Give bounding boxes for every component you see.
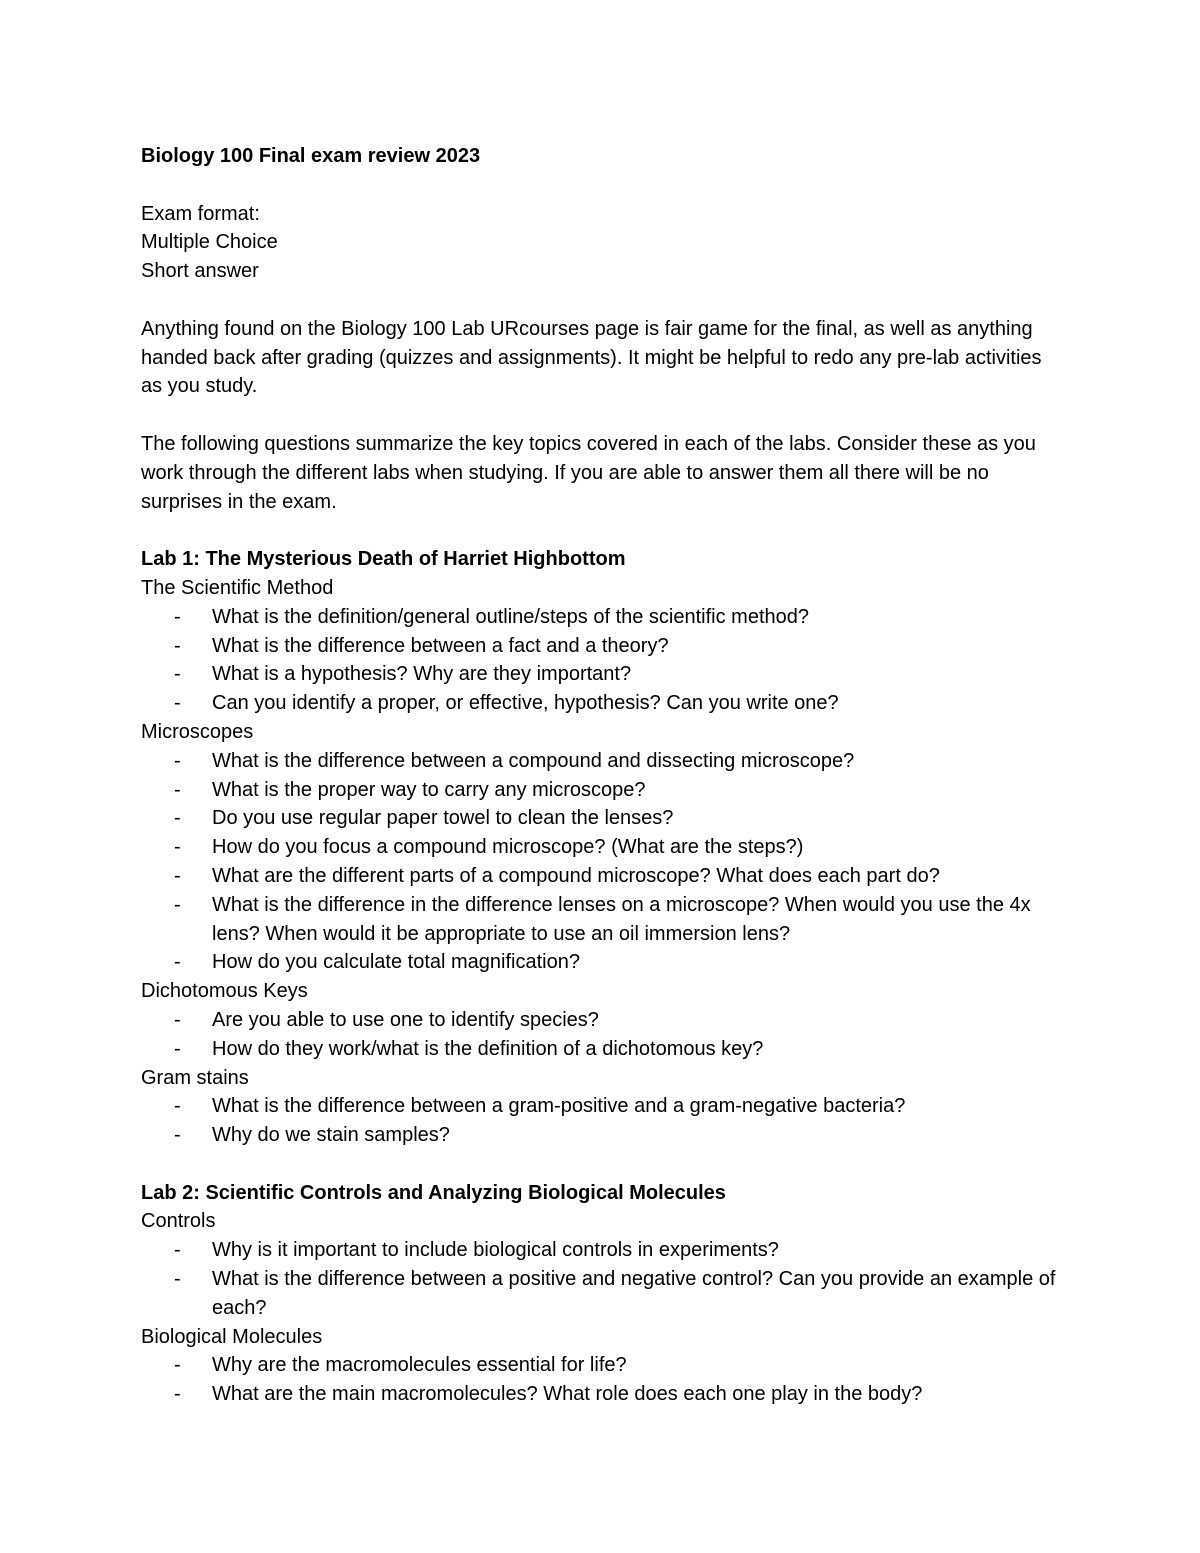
section-heading: Controls <box>141 1210 216 1233</box>
question-text: Why is it important to include biological controls in experiments? <box>212 1239 779 1262</box>
intro-paragraph: The following questions summarize the key topics covered in each of the labs. Consider these as you work through the different labs when studying. If you are able to answer them all there will be no surprises in the exam. <box>141 432 1036 513</box>
dash-bullet: - <box>174 634 181 657</box>
section-heading: Microscopes <box>141 720 254 743</box>
section-heading: Dichotomous Keys <box>141 980 308 1003</box>
question-text: Why do we stain samples? <box>212 1124 450 1147</box>
question-text: What is the proper way to carry any microscope? <box>212 778 646 801</box>
dash-bullet: - <box>174 1268 181 1291</box>
question-text: What is the definition/general outline/steps of the scientific method? <box>212 605 810 628</box>
document-title: Biology 100 Final exam review 2023 <box>141 145 481 167</box>
spacer <box>141 401 1061 430</box>
section-heading: Gram stains <box>141 1066 249 1089</box>
question-text: What is the difference between a gram-positive and a gram-negative bacteria? <box>212 1095 906 1118</box>
dash-bullet: - <box>174 778 181 801</box>
question-text: What is the difference between a compound and dissecting microscope? <box>212 749 855 772</box>
question-text: Do you use regular paper towel to clean the lenses? <box>212 807 674 830</box>
dash-bullet: - <box>174 692 181 715</box>
dash-bullet: - <box>174 1239 181 1262</box>
list-item <box>141 776 1061 805</box>
exam-format-heading: Exam format: <box>141 202 260 225</box>
list-item <box>141 603 1061 632</box>
spacer <box>141 171 1061 200</box>
list-item <box>141 833 1061 862</box>
dash-bullet: - <box>174 1124 181 1147</box>
list-item <box>141 804 1061 833</box>
list-item <box>141 1092 1061 1121</box>
list-item <box>141 632 1061 661</box>
spacer <box>141 516 1061 545</box>
dash-bullet: - <box>174 807 181 830</box>
list-item <box>141 660 1061 689</box>
spacer <box>141 1150 1061 1179</box>
list-item <box>141 891 1061 949</box>
dash-bullet: - <box>174 663 181 686</box>
question-text: Are you able to use one to identify species? <box>212 1008 599 1031</box>
lab-title: Lab 1: The Mysterious Death of Harriet Highbottom <box>141 548 626 571</box>
dash-bullet: - <box>174 836 181 859</box>
question-text: How do you calculate total magnification? <box>212 951 580 974</box>
question-text: Can you identify a proper, or effective, hypothesis? Can you write one? <box>212 692 839 715</box>
question-text: What is the difference in the difference lenses on a microscope? When would you use the 4x lens? When would it be appropriate to use an oil immersion lens? <box>212 893 1031 945</box>
question-text: What is a hypothesis? Why are they important? <box>212 663 632 686</box>
intro-paragraph: Anything found on the Biology 100 Lab URcourses page is fair game for the final, as well as anything handed back after grading (quizzes and assignments). It might be helpful to redo any pre-lab activities as you study. <box>141 317 1042 398</box>
dash-bullet: - <box>174 1354 181 1377</box>
dash-bullet: - <box>174 951 181 974</box>
list-item <box>141 1351 1061 1380</box>
list-item <box>141 747 1061 776</box>
exam-format-item: Short answer <box>141 260 259 283</box>
question-list <box>141 603 1061 718</box>
dash-bullet: - <box>174 1008 181 1031</box>
dash-bullet: - <box>174 749 181 772</box>
list-item <box>141 1006 1061 1035</box>
question-list <box>141 747 1061 977</box>
question-list <box>141 1092 1061 1150</box>
question-text: How do you focus a compound microscope? (What are the steps?) <box>212 836 804 859</box>
list-item <box>141 1380 1061 1409</box>
document-page <box>141 142 1061 1409</box>
list-item <box>141 1121 1061 1150</box>
list-item <box>141 862 1061 891</box>
lab-title: Lab 2: Scientific Controls and Analyzing Biological Molecules <box>141 1181 726 1204</box>
question-text: What is the difference between a positive and negative control? Can you provide an example of each? <box>212 1268 1056 1319</box>
dash-bullet: - <box>174 893 181 916</box>
list-item <box>141 689 1061 718</box>
list-item <box>141 1265 1061 1323</box>
exam-format-item: Multiple Choice <box>141 231 278 254</box>
question-text: How do they work/what is the definition of a dichotomous key? <box>212 1037 764 1060</box>
dash-bullet: - <box>174 605 181 628</box>
list-item <box>141 1236 1061 1265</box>
section-heading: Biological Molecules <box>141 1325 323 1348</box>
dash-bullet: - <box>174 1037 181 1060</box>
dash-bullet: - <box>174 1095 181 1118</box>
list-item <box>141 1035 1061 1064</box>
dash-bullet: - <box>174 864 181 887</box>
question-text: What are the different parts of a compound microscope? What does each part do? <box>212 864 940 887</box>
spacer <box>141 286 1061 315</box>
question-text: Why are the macromolecules essential for life? <box>212 1354 627 1377</box>
question-text: What is the difference between a fact and a theory? <box>212 634 669 657</box>
question-list <box>141 1236 1061 1322</box>
dash-bullet: - <box>174 1383 181 1406</box>
list-item <box>141 948 1061 977</box>
section-heading: The Scientific Method <box>141 576 334 599</box>
question-text: What are the main macromolecules? What role does each one play in the body? <box>212 1383 923 1406</box>
question-list <box>141 1006 1061 1064</box>
question-list <box>141 1351 1061 1409</box>
